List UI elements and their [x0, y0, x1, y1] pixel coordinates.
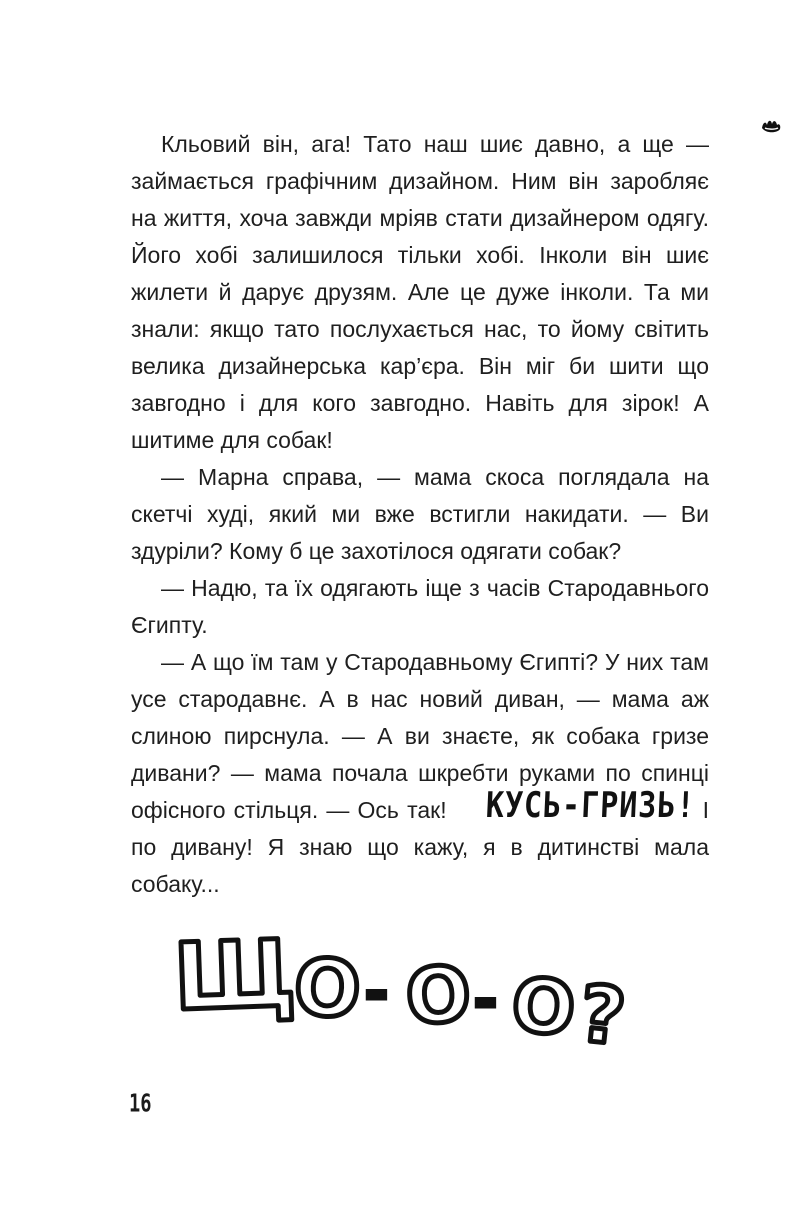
paragraph-2: — Марна справа, — мама скоса поглядала на скетчі худі, який ми вже встигли накидати. — Ви здуріли? Кому б це захотілося одягати собак? — [131, 464, 709, 564]
svg-text:?: ? — [574, 969, 630, 1062]
svg-text:-: - — [473, 965, 498, 1035]
shout-letter-o-1 — [292, 943, 363, 1036]
sound-effect-text: КУСЬ-ГРИЗЬ! — [484, 785, 697, 827]
shout-letter-o-3 — [509, 962, 578, 1052]
svg-text:О: О — [403, 949, 473, 1042]
shout-dash-2 — [473, 965, 498, 1035]
shout-question-mark — [575, 969, 629, 1062]
page-number: 16 — [129, 1090, 152, 1118]
svg-text:-: - — [364, 957, 389, 1027]
shout-lettering — [170, 922, 640, 1062]
story-text — [131, 126, 709, 903]
paragraph-1: Кльовий він, ага! Тато наш шиє давно, а ще — займається графічним дизайном. Ним він заробляє на життя, хоча завжди мріяв стати дизайнером одягу. Його хобі залишилося тільки хобі. Інколи він шиє жилети й дарує друзям. Але це дуже інколи. Та ми знали: якщо тато послухається нас, то йому світить велика дизайнерська кар’єра. Він міг би шити що завгодно і для кого завгодно. Навіть для зірок! А шитиме для собак! — [131, 131, 709, 453]
svg-text:Щ: Щ — [171, 922, 298, 1032]
svg-text:О: О — [291, 942, 363, 1037]
shout-letter-shcha — [172, 922, 298, 1031]
paragraph-4 — [131, 644, 709, 903]
paragraph-4-start: — А що їм там у Стародавньому Єгипті? У них там усе стародавнє. А в нас новий диван, — мама аж слиною пирснула. — А ви знаєте, як собака гризе дивани? — мама почала шкребти руками по спинці офісного стільця. — Ось так! — [131, 649, 709, 823]
svg-text:О: О — [509, 962, 578, 1053]
paw-scribble-icon — [760, 116, 782, 136]
shout-dash-1 — [364, 957, 389, 1027]
paragraph-4-end: І по дивану! Я знаю що кажу, я в дитинстві мала собаку... — [131, 797, 710, 897]
shout-letter-o-2 — [404, 949, 473, 1041]
paragraph-3: — Надю, та їх одягають іще з часів Стародавнього Єгипту. — [131, 575, 709, 638]
